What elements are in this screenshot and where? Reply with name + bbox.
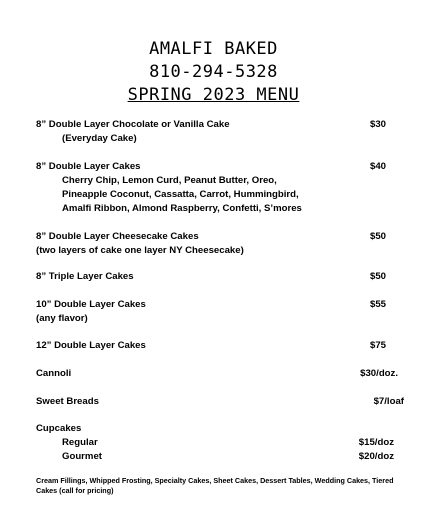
flavor-line: Cherry Chip, Lemon Curd, Peanut Butter, Oreo, [62,175,277,186]
menu-header [0,38,427,107]
menu-item-everyday-cake [36,118,400,146]
menu-title: SPRING 2023 MENU [127,85,300,105]
option-price: $20/doz [358,451,394,462]
menu-item-10-inch-cakes [36,298,400,326]
item-name: Cupcakes [36,423,82,434]
item-price: $75 [369,340,386,351]
menu-item-double-layer-cakes [36,160,400,216]
item-price: $30 [369,119,386,130]
item-note: (two layers of cake one layer NY Cheesecake) [36,245,244,256]
menu-item-12-inch-cakes [36,339,400,353]
item-price: $50 [369,271,386,282]
item-price: $55 [369,299,386,310]
item-subtitle: (Everyday Cake) [62,133,137,144]
menu-item-cannoli [36,367,400,381]
item-name: 8” Double Layer Cakes [36,161,141,172]
flavor-line: Amalfi Ribbon, Almond Raspberry, Confetti, S’mores [62,203,302,214]
phone-number: 810-294-5328 [149,62,278,82]
item-note: (any flavor) [36,313,88,324]
menu-item-cheesecake-cakes [36,230,400,258]
item-name: Cannoli [36,368,72,379]
item-name: 8” Double Layer Chocolate or Vanilla Cake [36,119,230,130]
item-price: $50 [369,231,386,242]
option-label: Gourmet [62,451,102,462]
menu-item-triple-layer-cakes [36,270,400,284]
footer-note: Cream Fillings, Whipped Frosting, Specialty Cakes, Sheet Cakes, Dessert Tables, Wedding Cakes, Tiered Cakes (call for pricing) [36,476,394,495]
item-price: $7/loaf [373,396,404,407]
option-label: Regular [62,437,98,448]
menu-item-sweet-breads [36,395,404,409]
item-price: $40 [369,161,386,172]
item-name: 8” Triple Layer Cakes [36,271,134,282]
cupcake-option-regular [36,436,400,450]
item-name: 10” Double Layer Cakes [36,299,146,310]
flavor-line: Pineapple Coconut, Cassatta, Carrot, Hummingbird, [62,189,299,200]
item-price: $30/doz. [360,368,398,379]
bakery-name: AMALFI BAKED [149,39,278,59]
option-price: $15/doz [358,437,394,448]
item-name: 8” Double Layer Cheesecake Cakes [36,231,199,242]
cupcake-option-gourmet [36,450,400,464]
item-name: 12” Double Layer Cakes [36,340,146,351]
menu-item-cupcakes [36,422,400,464]
item-name: Sweet Breads [36,396,99,407]
